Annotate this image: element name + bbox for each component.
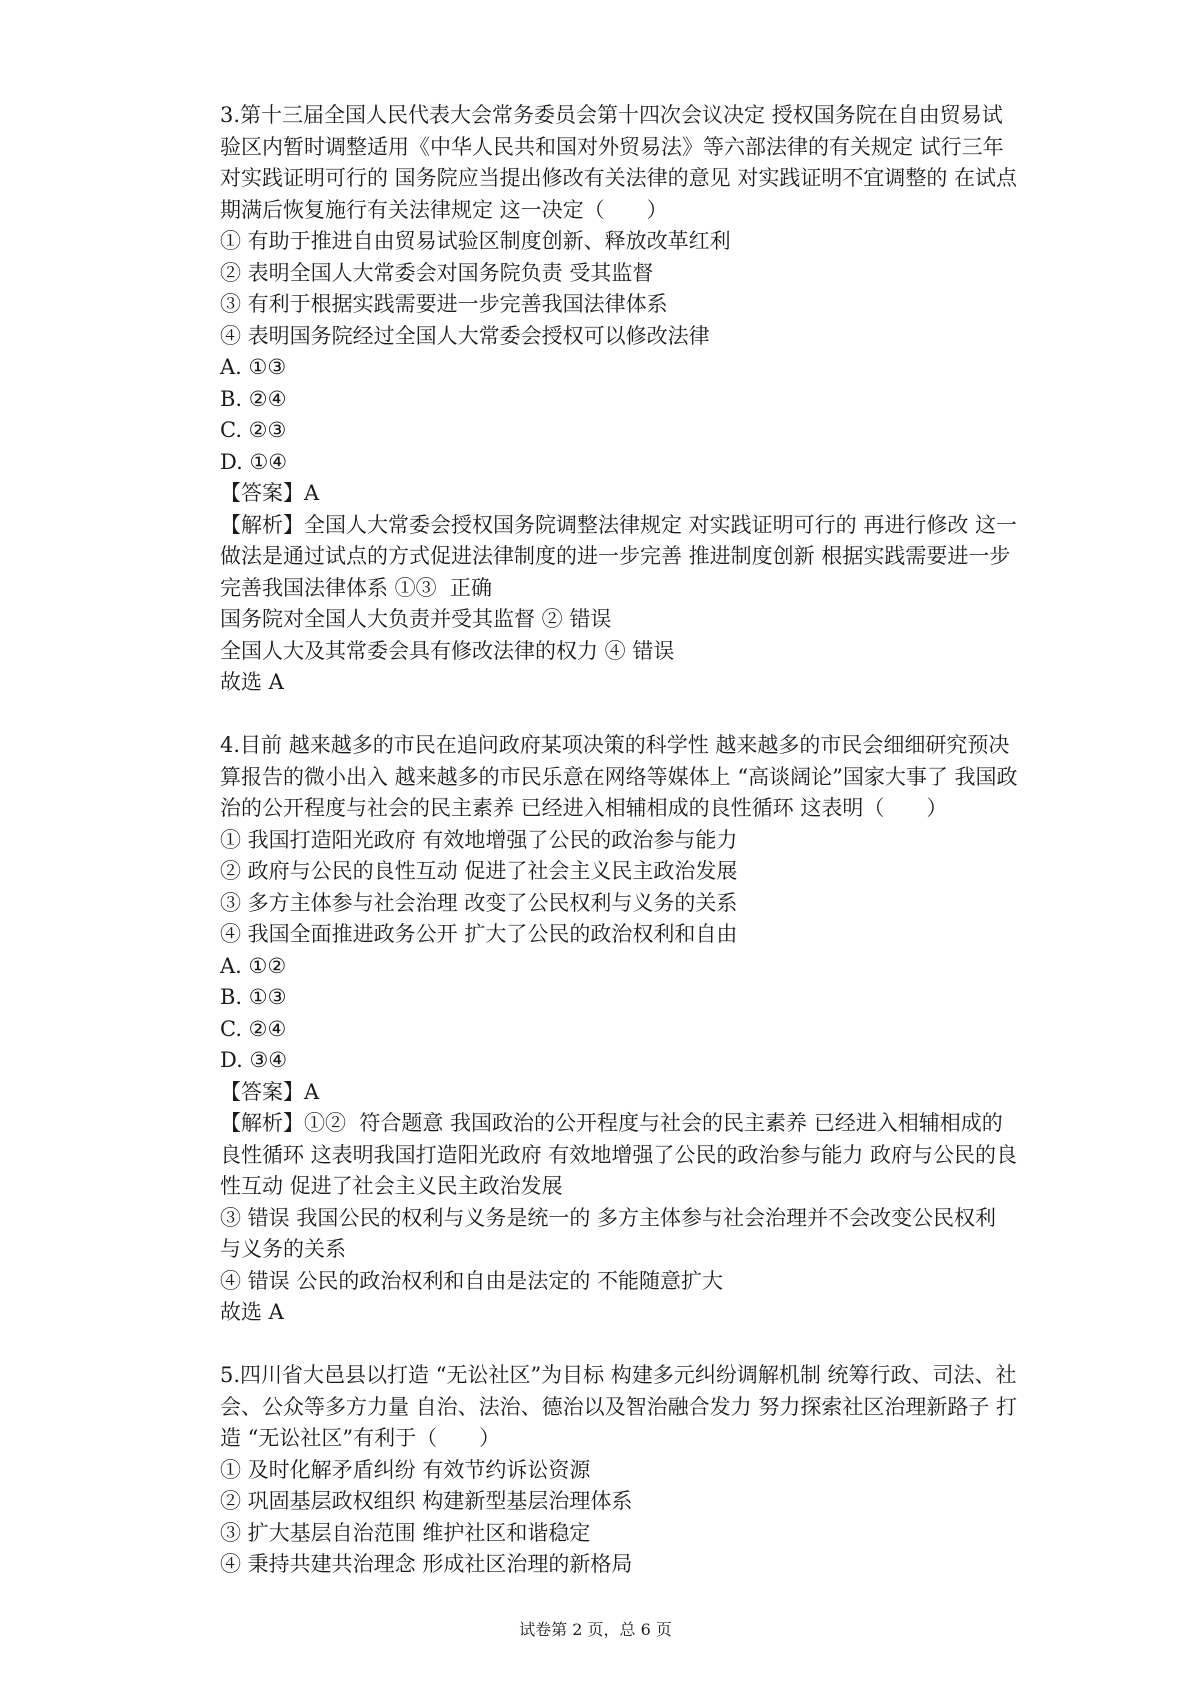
option-c: C. ②④ <box>220 1016 287 1041</box>
analysis-line: 故选 A <box>220 670 284 694</box>
option-c: C. ②③ <box>220 418 287 442</box>
option-d: D. ③④ <box>220 1048 288 1072</box>
question-stem-line: 验区内暂时调整适用《中华人民共和国对外贸易法》等六部法律的有关规定 试行三年 <box>220 134 1004 159</box>
statement-item: ② 政府与公民的良性互动 促进了社会主义民主政治发展 <box>220 859 738 883</box>
statement-item: ③ 多方主体参与社会治理 改变了公民权利与义务的关系 <box>220 890 738 915</box>
question-stem-line: 算报告的微小出入 越来越多的市民乐意在网络等媒体上 “高谈阔论”国家大事了 我国政 <box>220 764 1018 789</box>
question-stem-line: 对实践证明可行的 国务院应当提出修改有关法律的意见 对实践证明不宜调整的 在试点 <box>220 166 1018 190</box>
analysis-line: 完善我国法律体系 ①③ 正确 <box>220 575 493 600</box>
question-stem-line: 3.第十三届全国人民代表大会常务委员会第十四次会议决定 授权国务院在自由贸易试 <box>220 103 1003 127</box>
question-stem-line: 4.目前 越来越多的市民在追问政府某项决策的科学性 越来越多的市民会细细研究预决 <box>220 733 1010 757</box>
question-3 <box>220 100 1020 699</box>
question-stem-line: 造 “无讼社区”有利于（ ） <box>220 1426 501 1450</box>
answer-line: 【答案】A <box>220 1079 320 1104</box>
analysis-line: 故选 A <box>220 1300 284 1324</box>
exam-page-content <box>220 100 1020 1581</box>
analysis-line: 做法是通过试点的方式促进法律制度的进一步完善 推进制度创新 根据实践需要进一步 <box>220 544 1011 568</box>
statement-item: ③ 有利于根据实践需要进一步完善我国法律体系 <box>220 292 668 316</box>
statement-item: ④ 我国全面推进政务公开 扩大了公民的政治权利和自由 <box>220 922 738 946</box>
analysis-line: 【解析】全国人大常委会授权国务院调整法律规定 对实践证明可行的 再进行修改 这一 <box>220 512 1018 537</box>
statement-item: ④ 表明国务院经过全国人大常委会授权可以修改法律 <box>220 323 710 348</box>
analysis-line: 性互动 促进了社会主义民主政治发展 <box>220 1174 563 1198</box>
statement-item: ② 表明全国人大常委会对国务院负责 受其监督 <box>220 260 654 285</box>
statement-item: ① 我国打造阳光政府 有效地增强了公民的政治参与能力 <box>220 827 738 852</box>
statement-item: ④ 秉持共建共治理念 形成社区治理的新格局 <box>220 1552 633 1576</box>
option-a: A. ①③ <box>220 355 287 379</box>
analysis-line: 全国人大及其常委会具有修改法律的权力 ④ 错误 <box>220 638 675 663</box>
page-footer: 试卷第 2 页，总 6 页 <box>519 1620 672 1639</box>
analysis-line: ③ 错误 我国公民的权利与义务是统一的 多方主体参与社会治理并不会改变公民权利 <box>220 1205 997 1230</box>
analysis-line: 良性循环 这表明我国打造阳光政府 有效地增强了公民的政治参与能力 政府与公民的良 <box>220 1142 1018 1167</box>
option-b: B. ①③ <box>220 985 287 1009</box>
analysis-line: ④ 错误 公民的政治权利和自由是法定的 不能随意扩大 <box>220 1268 724 1293</box>
question-stem-line: 会、公众等多方力量 自治、法治、德治以及智治融合发力 努力探索社区治理新路子 打 <box>220 1394 1018 1419</box>
analysis-line: 国务院对全国人大负责并受其监督 ② 错误 <box>220 607 612 631</box>
statement-item: ② 巩固基层政权组织 构建新型基层治理体系 <box>220 1489 633 1513</box>
statement-item: ① 有助于推进自由贸易试验区制度创新、释放改革红利 <box>220 229 731 253</box>
question-stem-line: 期满后恢复施行有关法律规定 这一决定（ ） <box>220 197 668 222</box>
question-spacer <box>220 699 1020 731</box>
question-4 <box>220 730 1020 1329</box>
statement-item: ① 及时化解矛盾纠纷 有效节约诉讼资源 <box>220 1457 591 1482</box>
option-a: A. ①② <box>220 953 287 978</box>
answer-line: 【答案】A <box>220 481 320 505</box>
option-d: D. ①④ <box>220 449 288 474</box>
question-5 <box>220 1360 1020 1581</box>
option-b: B. ②④ <box>220 386 287 411</box>
analysis-line: 与义务的关系 <box>220 1237 346 1261</box>
question-stem-line: 5.四川省大邑县以打造 “无讼社区”为目标 构建多元纠纷调解机制 统筹行政、司法、社 <box>220 1363 1017 1387</box>
analysis-line: 【解析】①② 符合题意 我国政治的公开程度与社会的民主素养 已经进入相辅相成的 <box>220 1111 1003 1135</box>
statement-item: ③ 扩大基层自治范围 维护社区和谐稳定 <box>220 1520 591 1545</box>
question-spacer <box>220 1329 1020 1361</box>
question-stem-line: 治的公开程度与社会的民主素养 已经进入相辅相成的良性循环 这表明（ ） <box>220 796 948 820</box>
